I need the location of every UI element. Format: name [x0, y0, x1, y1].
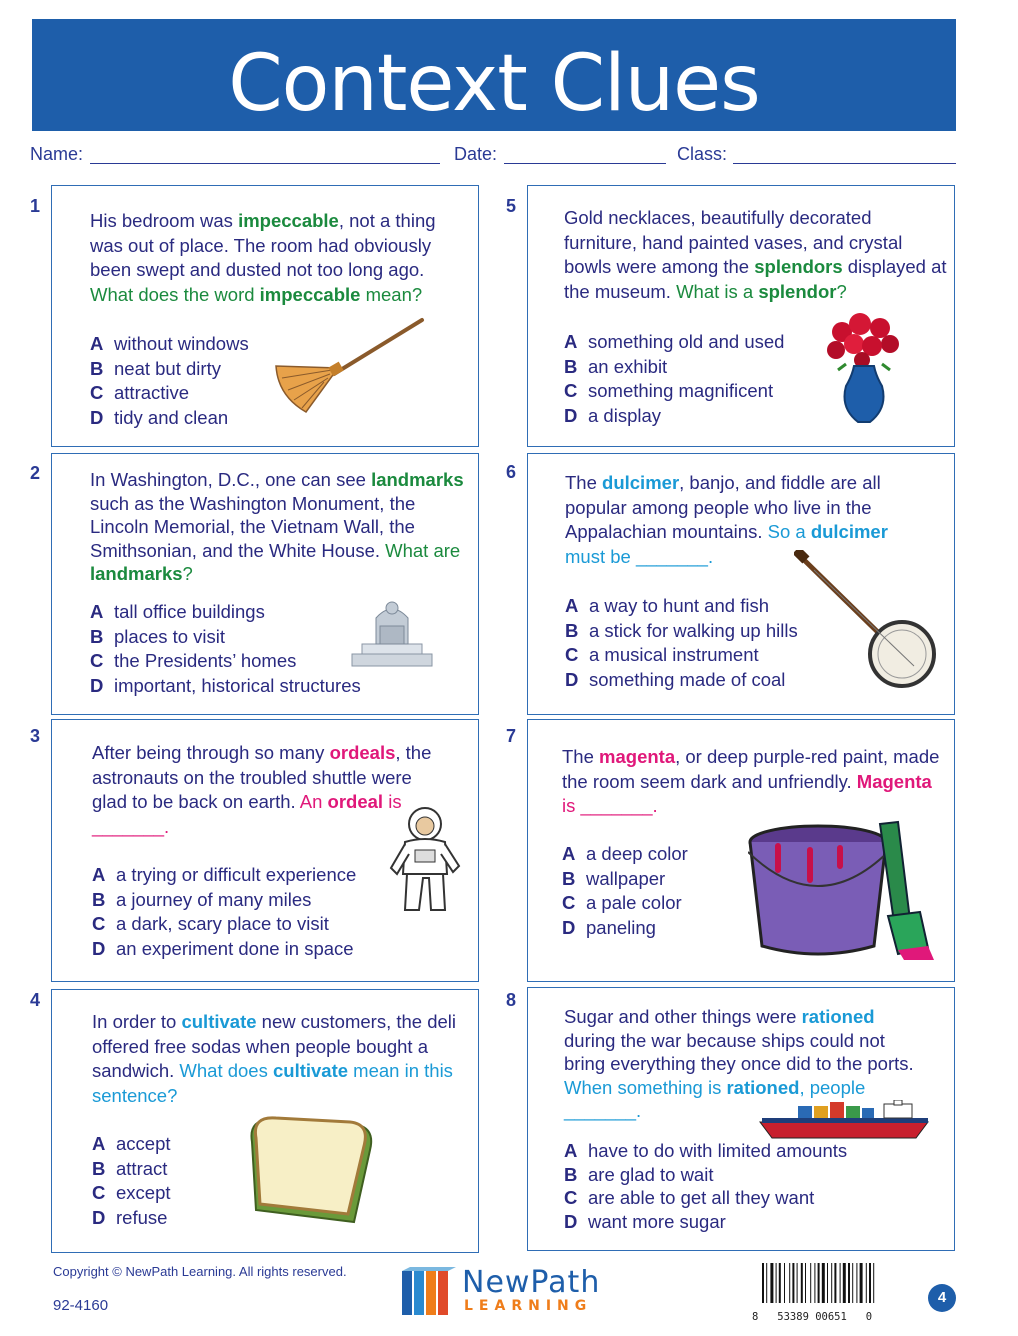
logo-wordmark: NewPath — [462, 1265, 601, 1300]
answer-choice-d[interactable] — [92, 937, 356, 962]
question-text-segment: impeccable — [259, 283, 361, 305]
barcode-bar — [801, 1263, 803, 1303]
question-text — [562, 745, 942, 819]
question-card-5 — [527, 185, 955, 447]
class-label: Class: — [677, 144, 728, 164]
answer-choices — [92, 863, 356, 961]
barcode-bar — [873, 1263, 874, 1303]
barcode-bar — [856, 1263, 857, 1303]
question-text-segment: So a — [767, 521, 811, 542]
answer-choice-b[interactable] — [92, 888, 356, 913]
answer-choice-c[interactable] — [90, 649, 361, 674]
barcode-bar — [770, 1263, 773, 1303]
choice-text: refuse — [116, 1206, 168, 1228]
question-text — [90, 209, 470, 307]
choice-text: something magnificent — [588, 380, 774, 402]
question-text — [564, 206, 949, 304]
question-text-segment: What does the word — [90, 283, 260, 305]
choice-letter: A — [564, 331, 578, 352]
sandwich-icon — [242, 1110, 382, 1230]
lincoln-memorial-icon — [350, 592, 434, 668]
roses-vase-icon — [824, 310, 904, 426]
answer-choice-c[interactable] — [564, 379, 784, 404]
answer-choice-a[interactable] — [92, 863, 356, 888]
question-number: 7 — [506, 726, 517, 746]
choice-text: except — [116, 1182, 171, 1204]
question-text-segment: rationed — [801, 1006, 875, 1027]
choice-letter: A — [565, 595, 579, 616]
barcode-bar — [869, 1263, 871, 1303]
date-field[interactable] — [504, 163, 666, 164]
answer-choice-a[interactable] — [562, 842, 688, 867]
choice-letter: B — [90, 625, 104, 647]
barcode-bar — [827, 1263, 828, 1303]
choice-letter: B — [564, 1163, 578, 1185]
question-text-segment: ordeals — [329, 742, 396, 763]
choice-text: wallpaper — [586, 867, 666, 889]
choice-letter: D — [565, 668, 579, 690]
answer-choice-d[interactable] — [565, 668, 798, 693]
newpath-logo — [400, 1265, 630, 1317]
question-text-segment: Sugar and other things were — [564, 1006, 802, 1027]
question-card-2 — [51, 453, 479, 715]
broom-icon — [272, 316, 432, 416]
question-text-segment: must be _______. — [565, 545, 714, 567]
question-number: 2 — [30, 463, 41, 483]
choice-letter: D — [90, 674, 104, 696]
question-text-segment: impeccable — [238, 210, 339, 231]
choice-letter: D — [564, 1210, 578, 1232]
choice-text: a stick for walking up hills — [589, 619, 798, 641]
question-text-segment: is _______. — [92, 791, 402, 837]
question-card-1 — [51, 185, 479, 447]
cargo-ship-icon — [758, 1100, 930, 1140]
choice-text: want more sugar — [588, 1210, 726, 1232]
question-text-segment: such as the Washington Monument, the Lincoln Memorial, the Vietnam Wall, the Smithsonian, and the White House. — [90, 492, 416, 561]
barcode-bar — [776, 1263, 777, 1303]
barcode-bar — [818, 1263, 820, 1303]
question-number: 5 — [506, 196, 517, 216]
question-card-3 — [51, 719, 479, 982]
book-stack-icon — [400, 1265, 460, 1317]
question-text-segment: is _______. — [562, 795, 658, 816]
barcode-bar — [779, 1263, 781, 1303]
choice-text: a pale color — [586, 892, 682, 914]
choice-text: tidy and clean — [114, 406, 229, 428]
answer-choice-b[interactable] — [564, 1163, 847, 1187]
choice-letter: B — [90, 357, 104, 379]
answer-choice-c[interactable] — [562, 891, 688, 916]
choice-letter: B — [565, 619, 579, 641]
logo-subtitle: LEARNING — [464, 1298, 593, 1314]
question-text-segment: After being through so many — [92, 742, 330, 763]
choice-text: an experiment done in space — [116, 937, 354, 959]
barcode-bar — [852, 1263, 853, 1303]
choice-text: are glad to wait — [588, 1163, 714, 1185]
choice-letter: C — [92, 913, 106, 935]
copyright-text: Copyright © NewPath Learning. All rights reserved. — [53, 1264, 347, 1279]
question-text-segment: The — [565, 472, 603, 493]
question-text-segment: , the astronauts on the troubled shuttle were glad to be back on earth. — [92, 742, 432, 812]
barcode-bar — [866, 1263, 867, 1303]
answer-choices — [564, 330, 784, 428]
product-code: 92-4160 — [53, 1297, 109, 1314]
choice-text: are able to get all they want — [588, 1187, 815, 1208]
answer-choice-b[interactable] — [564, 355, 784, 380]
answer-choices — [562, 842, 688, 940]
question-text-segment: Gold necklaces, beautifully decorated furniture, hand painted vases, and crystal bowls were among the — [564, 207, 903, 277]
choice-text: accept — [116, 1133, 171, 1154]
question-number: 4 — [30, 990, 41, 1010]
question-text-segment: An — [299, 791, 328, 812]
choice-text: attractive — [114, 382, 190, 404]
answer-choice-c[interactable] — [565, 643, 798, 668]
answer-choice-b[interactable] — [562, 867, 688, 892]
question-text-segment: , or deep purple-red paint, made the room seem dark and unfriendly. — [562, 746, 940, 792]
answer-choice-c[interactable] — [90, 381, 249, 406]
choice-text: have to do with limited amounts — [588, 1140, 848, 1161]
question-text-segment: new customers, the deli offered free sodas when people bought a sandwich. — [92, 1011, 457, 1081]
choice-letter: B — [92, 1157, 106, 1179]
barcode — [752, 1263, 912, 1323]
class-field[interactable] — [733, 163, 956, 164]
barcode-bar — [814, 1263, 815, 1303]
choice-letter: C — [564, 380, 578, 402]
barcode-bar — [805, 1263, 806, 1303]
answer-choice-b[interactable] — [90, 357, 249, 382]
question-text-segment: dulcimer — [602, 472, 680, 493]
answer-choices — [565, 594, 798, 692]
choice-letter: C — [564, 1187, 578, 1208]
choice-letter: D — [562, 916, 576, 938]
answer-choice-d[interactable] — [564, 404, 784, 429]
barcode-bar — [810, 1263, 811, 1303]
question-text-segment: When something is — [564, 1076, 727, 1098]
question-number: 8 — [506, 990, 517, 1010]
question-text-segment: splendor — [758, 280, 837, 302]
question-text-segment: splendors — [754, 256, 843, 277]
answer-choice-b[interactable] — [92, 1157, 171, 1182]
choice-text: attract — [116, 1157, 168, 1179]
question-text-segment: What does — [179, 1060, 273, 1081]
question-card-8 — [527, 987, 955, 1251]
barcode-bar — [831, 1263, 832, 1303]
astronaut-icon — [385, 802, 465, 922]
barcode-bar — [762, 1263, 764, 1303]
choice-letter: C — [565, 644, 579, 666]
choice-letter: B — [564, 355, 578, 377]
question-text-segment: mean in this sentence? — [92, 1060, 453, 1106]
choice-text: paneling — [586, 916, 656, 938]
question-text-segment: landmarks — [371, 469, 464, 490]
question-card-4 — [51, 989, 479, 1253]
question-text — [90, 468, 470, 586]
student-info-fields — [30, 144, 956, 166]
choice-text: a journey of many miles — [116, 888, 312, 910]
choice-text: tall office buildings — [114, 601, 265, 622]
answer-choice-a[interactable] — [90, 332, 249, 357]
barcode-bar — [840, 1263, 841, 1303]
barcode-bar — [860, 1263, 863, 1303]
choice-letter: A — [564, 1140, 578, 1161]
choice-letter: D — [564, 404, 578, 426]
question-text-segment: during the war because ships could not bring everything they once did to the ports. — [564, 1029, 914, 1074]
choice-letter: C — [562, 892, 576, 914]
choice-letter: A — [90, 333, 104, 354]
choice-letter: C — [90, 650, 104, 672]
answer-choice-d[interactable] — [92, 1206, 171, 1231]
answer-choice-a[interactable] — [564, 330, 784, 355]
barcode-bar — [792, 1263, 794, 1303]
question-text-segment: dulcimer — [810, 521, 888, 542]
question-text-segment: What are — [385, 539, 461, 561]
choice-letter: C — [90, 382, 104, 404]
page-title: Context Clues — [228, 39, 760, 129]
choice-letter: B — [562, 867, 576, 889]
question-text-segment: rationed — [726, 1076, 800, 1098]
name-label: Name: — [30, 144, 84, 164]
question-text-segment: cultivate — [181, 1011, 257, 1032]
answer-choice-c[interactable] — [92, 912, 356, 937]
title-banner — [32, 19, 956, 131]
question-text-segment: , people _______. — [564, 1076, 866, 1121]
question-text-segment: ? — [836, 280, 847, 302]
choice-text: a musical instrument — [589, 644, 759, 666]
barcode-icon — [752, 1263, 912, 1305]
question-text-segment: In Washington, D.C., one can see — [90, 469, 372, 490]
choice-text: places to visit — [114, 625, 226, 647]
question-text-segment: , banjo, and fiddle are all popular among people who live in the Appalachian mountains. — [565, 472, 881, 542]
question-text-segment: ? — [182, 563, 193, 584]
question-card-7 — [527, 719, 955, 982]
answer-choice-a[interactable] — [564, 1139, 847, 1163]
answer-choice-a[interactable] — [92, 1132, 171, 1157]
question-number: 1 — [30, 196, 41, 216]
answer-choice-d[interactable] — [564, 1210, 847, 1234]
choice-text: important, historical structures — [114, 674, 361, 696]
barcode-bar — [843, 1263, 846, 1303]
barcode-bar — [848, 1263, 850, 1303]
choice-text: a way to hunt and fish — [589, 595, 769, 616]
choice-letter: A — [92, 864, 106, 885]
barcode-number: 8 53389 00651 0 — [752, 1311, 873, 1323]
barcode-bar — [766, 1263, 767, 1303]
date-label: Date: — [454, 144, 498, 164]
banjo-icon — [794, 550, 940, 692]
barcode-bar — [789, 1263, 790, 1303]
barcode-bar — [797, 1263, 798, 1303]
choice-letter: A — [90, 601, 104, 622]
choice-text: something made of coal — [589, 668, 786, 690]
choice-letter: C — [92, 1182, 106, 1204]
question-text-segment: What is a — [676, 280, 759, 302]
answer-choice-d[interactable] — [90, 406, 249, 431]
answer-choice-b[interactable] — [90, 625, 361, 650]
choice-text: an exhibit — [588, 355, 668, 377]
answer-choices — [90, 332, 249, 430]
name-field[interactable] — [90, 163, 440, 164]
choice-text: without windows — [114, 333, 249, 354]
choice-text: a dark, scary place to visit — [116, 913, 329, 935]
question-number: 6 — [506, 462, 517, 482]
answer-choice-d[interactable] — [90, 674, 361, 699]
question-text-segment: mean? — [360, 283, 423, 305]
choice-text: a display — [588, 404, 662, 426]
answer-choice-d[interactable] — [562, 916, 688, 941]
answer-choice-b[interactable] — [565, 619, 798, 644]
question-text-segment: ordeal — [327, 791, 384, 812]
answer-choice-a[interactable] — [565, 594, 798, 619]
question-text-segment: His bedroom was — [90, 210, 239, 231]
barcode-bar — [822, 1263, 825, 1303]
question-text-segment: Magenta — [856, 770, 932, 792]
question-text-segment: magenta — [599, 746, 676, 767]
answer-choice-a[interactable] — [90, 600, 361, 625]
question-card-6 — [527, 453, 955, 715]
choice-letter: D — [92, 1206, 106, 1228]
choice-letter: D — [90, 406, 104, 428]
answer-choices — [90, 600, 361, 698]
choice-text: neat but dirty — [114, 357, 221, 379]
answer-choices — [92, 1132, 171, 1230]
choice-text: a trying or difficult experience — [116, 864, 357, 885]
question-text-segment: displayed at the museum. — [564, 256, 947, 302]
choice-text: the Presidents’ homes — [114, 650, 297, 672]
choice-letter: B — [92, 888, 106, 910]
page-number-badge: 4 — [928, 1284, 956, 1312]
question-text — [92, 1010, 472, 1108]
question-text-segment: , not a thing was out of place. The room had obviously been swept and dusted not too long ago. — [90, 210, 436, 280]
answer-choices — [564, 1139, 847, 1233]
choice-letter: D — [92, 937, 106, 959]
choice-text: something old and used — [588, 331, 785, 352]
choice-letter: A — [92, 1133, 106, 1154]
question-number: 3 — [30, 726, 41, 746]
choice-text: a deep color — [586, 843, 688, 864]
barcode-bar — [834, 1263, 836, 1303]
choice-letter: A — [562, 843, 576, 864]
answer-choice-c[interactable] — [564, 1186, 847, 1210]
question-text-segment: The — [562, 746, 600, 767]
question-text-segment: In order to — [92, 1011, 182, 1032]
answer-choice-c[interactable] — [92, 1181, 171, 1206]
question-text-segment: cultivate — [272, 1060, 349, 1081]
barcode-bar — [784, 1263, 785, 1303]
question-text-segment: landmarks — [90, 563, 183, 584]
paint-bucket-icon — [748, 820, 938, 962]
